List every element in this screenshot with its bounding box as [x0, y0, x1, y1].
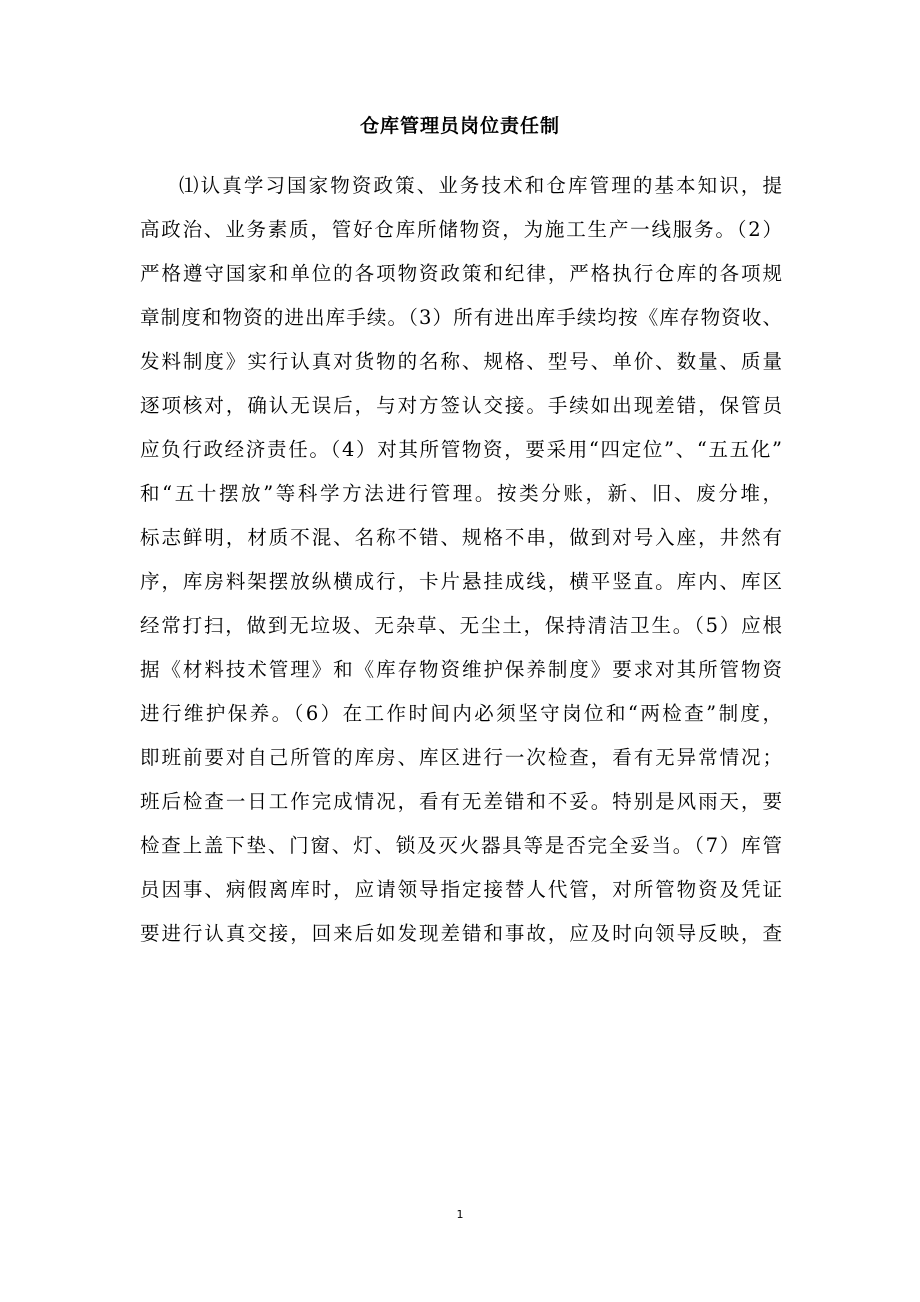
body-line: 标志鲜明，材质不混、名称不错、规格不串，做到对号入座，井然有: [140, 526, 782, 549]
body-line: 章制度和物资的进出库手续。（3）所有进出库手续均按《库存物资收、: [140, 306, 782, 329]
body-line: 要进行认真交接，回来后如发现差错和事故，应及时向领导反映，查: [140, 922, 782, 945]
body-line: 高政治、业务素质，管好仓库所储物资，为施工生产一线服务。（2）: [140, 218, 782, 241]
page-number: 1: [456, 1208, 464, 1221]
document-body: [140, 164, 782, 956]
body-line: ⑴认真学习国家物资政策、业务技术和仓库管理的基本知识，提: [179, 174, 782, 197]
body-line: 序，库房料架摆放纵横成行，卡片悬挂成线，横平竖直。库内、库区: [140, 570, 782, 593]
body-line: 发料制度》实行认真对货物的名称、规格、型号、单价、数量、质量: [140, 350, 782, 373]
body-line: 逐项核对，确认无误后，与对方签认交接。手续如出现差错，保管员: [140, 394, 782, 417]
body-line: 严格遵守国家和单位的各项物资政策和纪律，严格执行仓库的各项规: [140, 262, 782, 285]
body-line: 和“五十摆放”等科学方法进行管理。按类分账，新、旧、废分堆，: [140, 482, 782, 505]
document-title: 仓库管理员岗位责任制: [359, 115, 560, 137]
body-line: 进行维护保养。（6）在工作时间内必须坚守岗位和“两检查”制度，: [140, 702, 782, 725]
body-line: 即班前要对自己所管的库房、库区进行一次检查，看有无异常情况；: [140, 746, 782, 769]
body-line: 员因事、病假离库时，应请领导指定接替人代管，对所管物资及凭证: [140, 878, 782, 901]
body-line: 检查上盖下垫、门窗、灯、锁及灭火器具等是否完全妥当。（7）库管: [140, 834, 782, 857]
body-line: 班后检查一日工作完成情况，看有无差错和不妥。特别是风雨天，要: [140, 790, 782, 813]
body-line: 经常打扫，做到无垃圾、无杂草、无尘土，保持清洁卫生。（5）应根: [140, 614, 782, 637]
body-line: 据《材料技术管理》和《库存物资维护保养制度》要求对其所管物资: [140, 658, 782, 681]
body-line: 应负行政经济责任。（4）对其所管物资，要采用“四定位”、“五五化”: [140, 438, 782, 461]
